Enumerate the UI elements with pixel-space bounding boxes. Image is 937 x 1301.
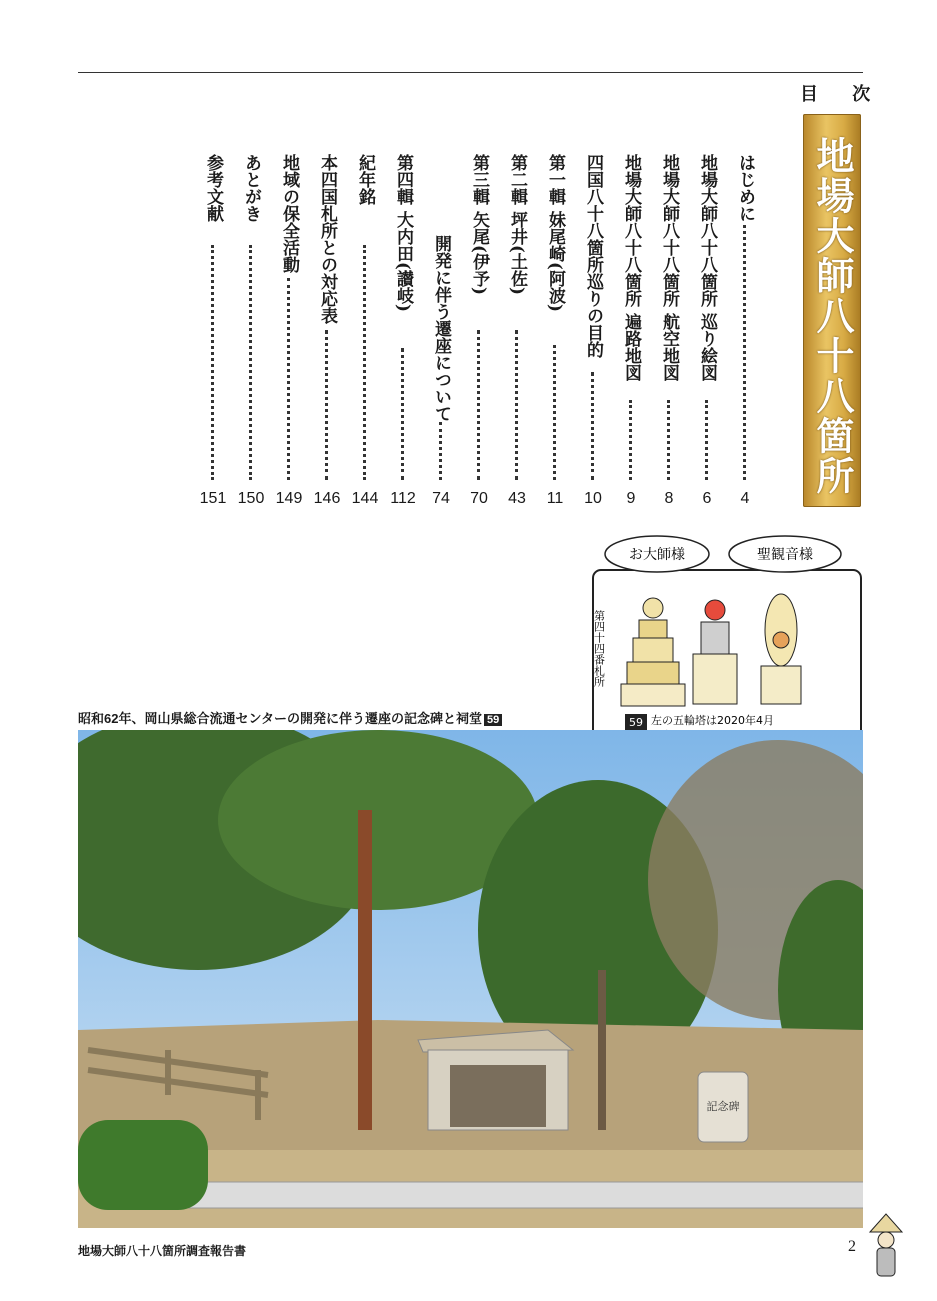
leader-dots <box>325 330 328 480</box>
toc-page: 10 <box>584 490 602 507</box>
toc-entry[interactable] <box>502 150 532 515</box>
book-title: 地場大師八十八箇所 <box>810 136 855 496</box>
leader-dots <box>287 278 290 480</box>
leader-dots <box>743 225 746 480</box>
toc-label: 第三輯 矢尾(伊予) <box>469 154 489 296</box>
toc-page: 144 <box>351 490 379 507</box>
toc-entry[interactable] <box>312 150 342 515</box>
toc-label: 第二輯 坪井(土佐) <box>507 154 527 296</box>
leader-dots <box>515 330 518 480</box>
toc-page: 149 <box>275 490 303 507</box>
bubble-left-text: お大師様 <box>629 547 685 563</box>
toc-entry[interactable] <box>616 150 646 515</box>
toc-entry[interactable] <box>540 150 570 515</box>
leader-dots <box>477 330 480 480</box>
toc-entry[interactable] <box>730 150 760 515</box>
memorial-stone-text: 記念碑 <box>706 1100 740 1113</box>
toc-label: あとがき <box>241 154 261 222</box>
note-number: 59 <box>629 716 643 729</box>
hedge <box>78 1120 208 1210</box>
leader-dots <box>439 422 442 480</box>
kannon-statue <box>761 594 801 704</box>
toc-entry[interactable] <box>464 150 494 515</box>
toc-label: 開発に伴う遷座について <box>431 235 451 422</box>
toc-label: 地場大師八十八箇所 巡り絵図 <box>697 154 717 381</box>
toc-label: 本四国札所との対応表 <box>317 154 337 324</box>
leader-dots <box>249 245 252 480</box>
leader-dots <box>705 400 708 480</box>
toc-page: 74 <box>432 490 450 507</box>
toc-label: 参考文献 <box>203 154 223 222</box>
book-title-banner <box>803 114 861 507</box>
toc-page: 6 <box>702 490 712 507</box>
toc-label: 第四輯 大内田(讃岐) <box>393 154 413 313</box>
toc-page: 11 <box>546 490 564 507</box>
toc-heading: 目 次 <box>800 84 885 105</box>
toc-label: 四国八十八箇所巡りの目的 <box>583 154 603 358</box>
toc-page: 112 <box>390 490 416 507</box>
top-rule <box>78 72 863 73</box>
toc-entry[interactable] <box>350 150 380 515</box>
shrine-interior <box>450 1065 546 1127</box>
page-number: 2 <box>848 1238 856 1255</box>
leader-dots <box>401 348 404 480</box>
toc-entry[interactable] <box>692 150 722 515</box>
toc-label: 地場大師八十八箇所 遍路地図 <box>621 154 641 381</box>
leader-dots <box>629 400 632 480</box>
toc-page: 150 <box>237 490 265 507</box>
leader-dots <box>363 245 366 480</box>
statue-illustration <box>585 530 863 748</box>
table-of-contents <box>190 150 765 515</box>
leader-dots <box>211 245 214 480</box>
leader-dots <box>667 400 670 480</box>
toc-page: 9 <box>626 490 636 507</box>
stone-curb <box>188 1182 863 1208</box>
side-vertical-text: 第四十四番札所 <box>592 610 606 687</box>
toc-page: 43 <box>508 490 526 507</box>
toc-label: 地場大師八十八箇所 航空地図 <box>659 154 679 381</box>
footer-title: 地場大師八十八箇所調査報告書 <box>78 1244 247 1258</box>
toc-page: 8 <box>664 490 674 507</box>
toc-label: 地域の保全活動 <box>279 154 299 273</box>
toc-entry[interactable] <box>388 150 418 515</box>
bubble-right-text: 聖観音様 <box>757 547 813 563</box>
toc-entry[interactable] <box>274 150 304 515</box>
note-line-1: 左の五輪塔は2020年4月 <box>651 714 774 727</box>
leader-dots <box>591 372 594 480</box>
tree-trunk <box>598 970 606 1130</box>
pine-trunk <box>358 810 372 1130</box>
leader-dots <box>553 345 556 480</box>
photo-caption <box>78 708 502 727</box>
caption-text: 昭和62年、岡山県総合流通センターの開発に伴う遷座の記念碑と祠堂 <box>78 711 482 726</box>
toc-label: はじめに <box>735 154 755 222</box>
toc-entry[interactable] <box>578 150 608 515</box>
toc-entry[interactable] <box>654 150 684 515</box>
toc-entry[interactable] <box>236 150 266 515</box>
toc-page: 70 <box>470 490 488 507</box>
caption-number: 59 <box>484 714 502 726</box>
memorial-photo <box>78 730 863 1228</box>
toc-page: 4 <box>740 490 750 507</box>
toc-label: 紀年銘 <box>355 154 375 205</box>
toc-entry[interactable] <box>426 150 456 515</box>
toc-page: 151 <box>199 490 227 507</box>
toc-page: 146 <box>313 490 341 507</box>
toc-entry[interactable] <box>198 150 228 515</box>
pilgrim-mascot-icon <box>868 1210 904 1280</box>
toc-label: 第一輯 妹尾崎(阿波) <box>545 154 565 313</box>
